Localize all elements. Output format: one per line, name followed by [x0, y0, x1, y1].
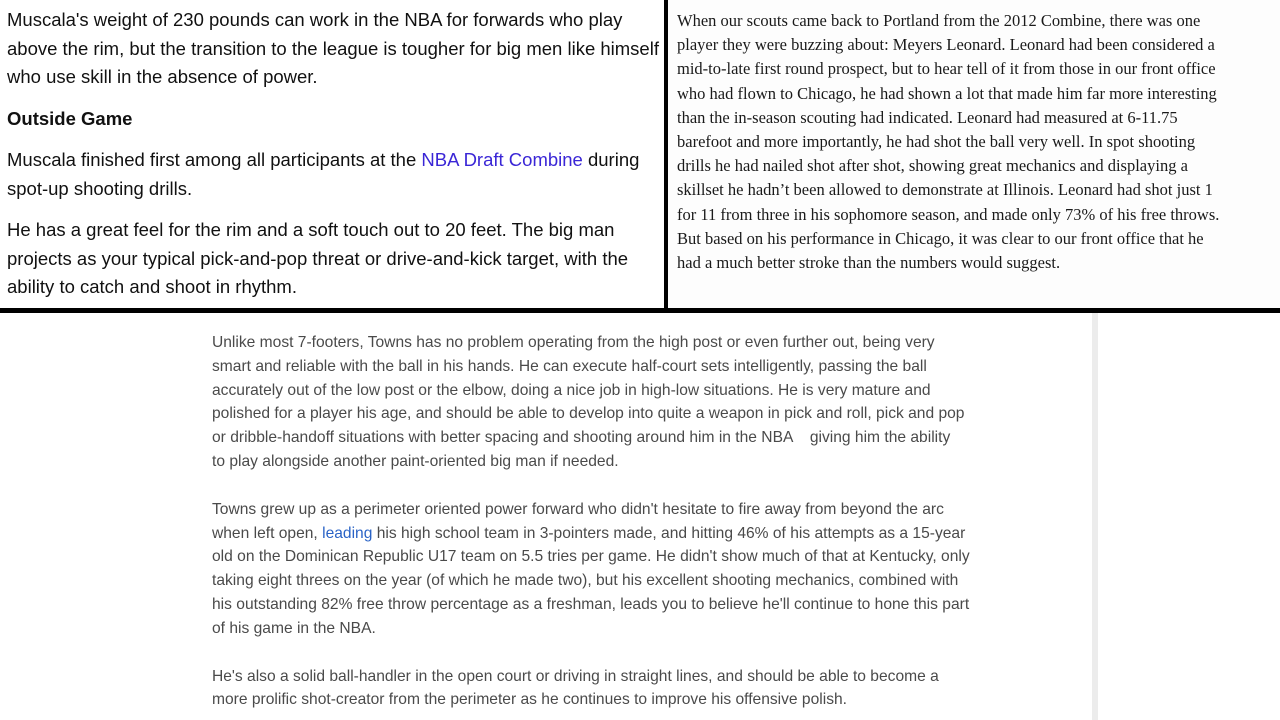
towns-line: old on the Dominican Republic U17 team on 5.5 tries per game. He didn't show much of that at Kentucky, only — [212, 548, 970, 566]
leonard-line: But based on his performance in Chicago, it was clear to our front office that he — [677, 228, 1204, 248]
leonard-line: mid-to-late first round prospect, but to hear tell of it from those in our front office — [677, 59, 1216, 79]
scroll-rail[interactable] — [1092, 313, 1098, 720]
leonard-line: drills he had nailed shot after shot, showing great mechanics and displaying a — [677, 156, 1188, 176]
leonard-line: had a much better stroke than the numbers would suggest. — [677, 253, 1061, 273]
muscala-article-body — [7, 6, 664, 308]
towns-line: of his game in the NBA. — [212, 619, 376, 637]
towns-line-text-end: his high school team in 3-pointers made, and hitting 46% of his attempts as a 15-year — [372, 524, 966, 542]
towns-ball-handling-paragraph — [212, 665, 1082, 713]
towns-high-post-paragraph — [212, 331, 1082, 474]
towns-line: more prolific shot-creator from the perimeter as he continues to improve his offensive polish. — [212, 691, 848, 709]
leonard-line: who had flown to Chicago, he had shown a lot that made him far more interesting — [677, 83, 1217, 103]
towns-line: his outstanding 82% free throw percentage as a freshman, leads you to believe he'll continue to hone this part — [212, 595, 970, 613]
towns-line: Unlike most 7-footers, Towns has no problem operating from the high post or even further out, being very — [212, 334, 935, 351]
muscala-intro-paragraph: Muscala's weight of 230 pounds can work in the NBA for forwards who play above the rim, but the transition to the league is tougher for big men like himself who use skill in the absence of power. — [7, 9, 659, 87]
towns-line: to play alongside another paint-oriented big man if needed. — [212, 452, 619, 470]
leonard-line: When our scouts came back to Portland from the 2012 Combine, there was one — [677, 11, 1201, 30]
towns-line-with-link — [212, 522, 1082, 546]
muscala-touch-paragraph: He has a great feel for the rim and a soft touch out to 20 feet. The big man projects as your typical pick-and-pop threat or drive-and-kick target, with the ability to catch and shoot in rhythm. — [7, 219, 629, 297]
nba-draft-combine-link[interactable]: NBA Draft Combine — [421, 149, 583, 170]
towns-line: smart and reliable with the ball in his hands. He can execute half-court sets intelligently, passing the ball — [212, 357, 927, 375]
leonard-article-body — [677, 9, 1277, 275]
muscala-article-panel — [0, 0, 664, 308]
towns-line: taking eight threes on the year (of which he made two), but his excellent shooting mechanics, combined with — [212, 572, 959, 590]
towns-line: Towns grew up as a perimeter oriented power forward who didn't hesitate to fire away from beyond the arc — [212, 500, 944, 518]
leading-link[interactable]: leading — [322, 524, 373, 542]
outside-game-heading: Outside Game — [7, 107, 133, 129]
towns-line-text-start: when left open, — [212, 524, 323, 542]
towns-line: accurately out of the low post or the elbow, doing a nice job in high-low situations. He is very mature and — [212, 381, 931, 399]
towns-line: polished for a player his age, and should be able to develop into quite a weapon in pick and roll, pick and pop — [212, 405, 965, 423]
combine-paragraph-text-start: Muscala finished first among all participants at the — [7, 149, 422, 170]
leonard-article-panel — [668, 0, 1280, 308]
muscala-combine-paragraph — [7, 146, 664, 203]
towns-article-body — [212, 331, 1082, 720]
towns-line: He's also a solid ball-handler in the open court or driving in straight lines, and should be able to become a — [212, 667, 939, 685]
leonard-line: than the in-season scouting had indicated. Leonard had measured at 6-11.75 — [677, 107, 1178, 127]
combine-paragraph-text-end: during spot-up shooting drills. — [7, 149, 640, 199]
leonard-line: player they were buzzing about: Meyers Leonard. Leonard had been considered a — [677, 35, 1215, 55]
towns-article-panel — [0, 313, 1280, 720]
leonard-line: barefoot and more importantly, he had shot the ball very well. In spot shooting — [677, 132, 1196, 152]
leonard-line: skillset he hadn’t been allowed to demonstrate at Illinois. Leonard had shot just 1 — [677, 180, 1213, 200]
leonard-line: for 11 from three in his sophomore season, and made only 73% of his free throws. — [677, 204, 1220, 224]
towns-shooting-paragraph — [212, 498, 1082, 641]
towns-line: or dribble-handoff situations with better spacing and shooting around him in the NBA giving him the ability — [212, 429, 951, 447]
